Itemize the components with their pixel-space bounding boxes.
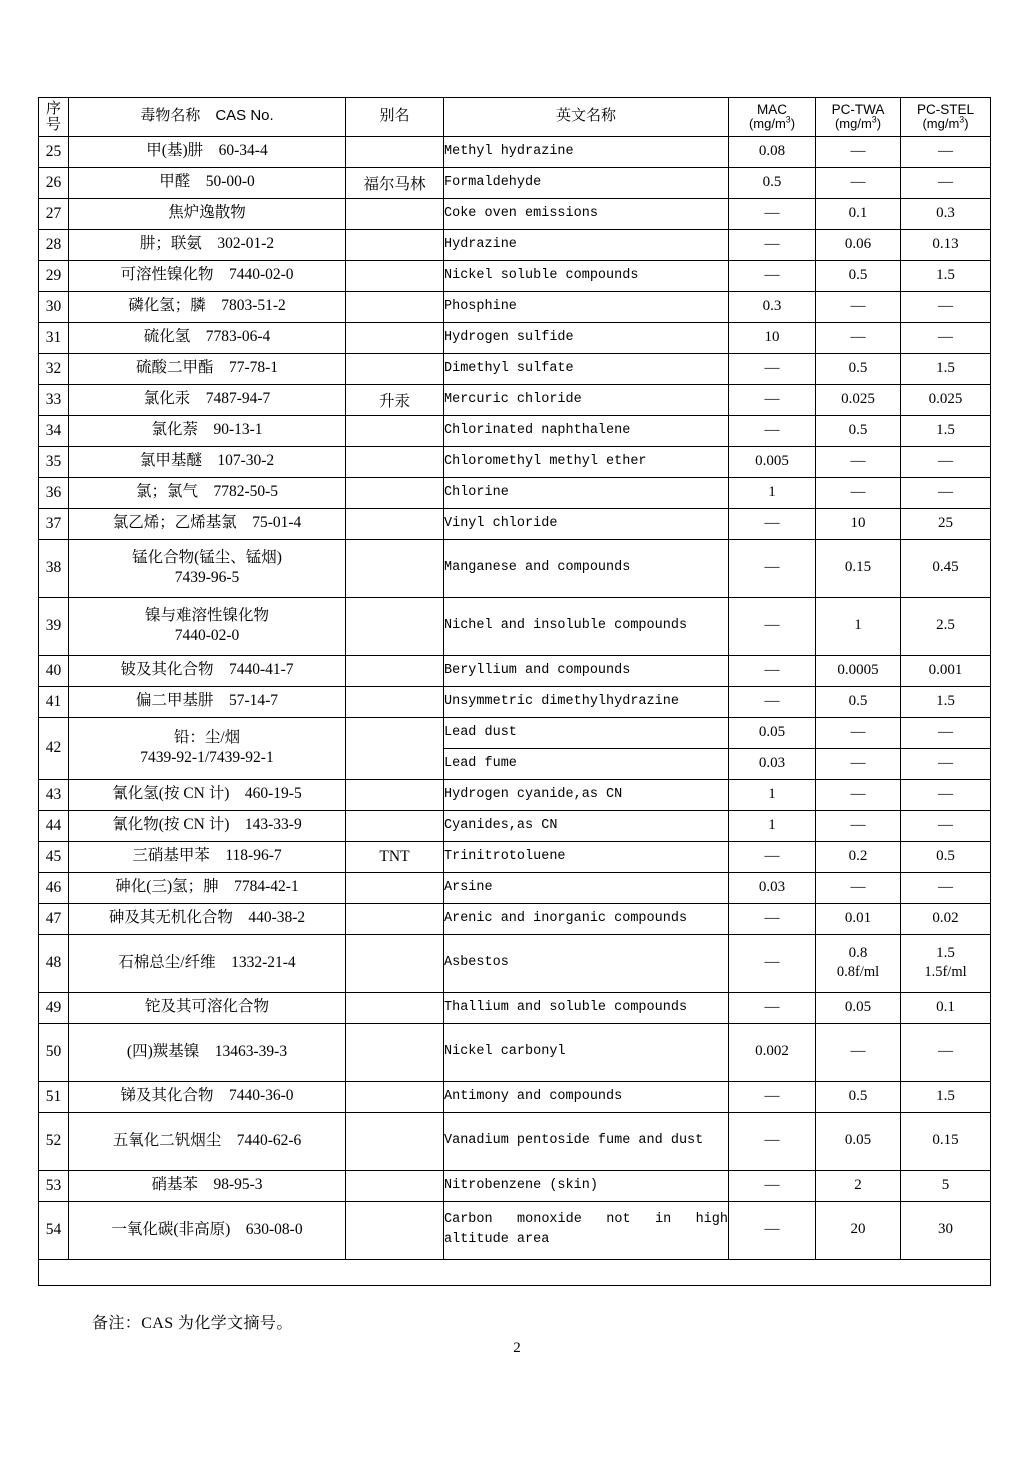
table-header <box>39 98 991 137</box>
row-substance-name: 氯乙烯；乙烯基氯 75-01-4 <box>69 508 346 539</box>
header-serial-line2: 号 <box>45 115 61 133</box>
row-pc-twa-value-line: 0.8f/ml <box>836 964 880 981</box>
table-row <box>39 1081 991 1112</box>
row-pc-twa-value: — <box>816 810 901 841</box>
row-alias <box>346 686 444 717</box>
row-substance-name: 三硝基甲苯 118-96-7 <box>69 841 346 872</box>
header-english-name: 英文名称 <box>444 98 729 137</box>
row-pc-twa-value: 0.06 <box>816 229 901 260</box>
row-serial-number: 43 <box>39 779 69 810</box>
row-mac-value: 0.08 <box>729 136 816 167</box>
header-pc-stel <box>901 98 991 137</box>
page-number: 2 <box>513 1340 521 1356</box>
row-alias <box>346 136 444 167</box>
toxic-substances-table-wrapper <box>38 97 990 1286</box>
row-alias <box>346 1081 444 1112</box>
row-alias <box>346 415 444 446</box>
row-english-name: Lead fume <box>444 748 729 779</box>
row-pc-stel-value: 1.5 <box>901 415 991 446</box>
row-pc-twa-value: 0.5 <box>816 415 901 446</box>
row-mac-value: — <box>729 1201 816 1259</box>
row-serial-number: 51 <box>39 1081 69 1112</box>
row-pc-stel-value: 0.02 <box>901 903 991 934</box>
row-mac-value: 0.05 <box>729 717 816 748</box>
row-serial-number: 34 <box>39 415 69 446</box>
row-pc-twa-value: — <box>816 322 901 353</box>
row-alias <box>346 539 444 597</box>
row-serial-number: 38 <box>39 539 69 597</box>
row-alias <box>346 717 444 779</box>
row-english-name: Manganese and compounds <box>444 539 729 597</box>
row-substance-name: 镍与难溶性镍化物 7440-02-0 <box>69 597 346 655</box>
header-pc-stel-label: PC-STEL <box>916 101 974 117</box>
row-serial-number: 37 <box>39 508 69 539</box>
row-pc-twa-value: — <box>816 136 901 167</box>
row-substance-name: 氰化物(按 CN 计) 143-33-9 <box>69 810 346 841</box>
row-mac-value: — <box>729 992 816 1023</box>
table-row <box>39 903 991 934</box>
row-mac-value: 1 <box>729 477 816 508</box>
header-mac-unit: $(mg/m^3)$ <box>748 114 796 132</box>
row-pc-stel-value: — <box>901 779 991 810</box>
row-pc-stel-value: 0.45 <box>901 539 991 597</box>
table-row <box>39 1170 991 1201</box>
row-alias: 升汞 <box>346 384 444 415</box>
row-pc-stel-value: — <box>901 322 991 353</box>
row-substance-name: 五氧化二钒烟尘 7440-62-6 <box>69 1112 346 1170</box>
row-substance-name: (四)羰基镍 13463-39-3 <box>69 1023 346 1081</box>
row-english-name: Vanadium pentoside fume and dust <box>444 1112 729 1170</box>
table-row <box>39 384 991 415</box>
table-trailing-empty-row <box>39 1259 991 1285</box>
row-pc-stel-value: — <box>901 810 991 841</box>
row-serial-number: 26 <box>39 167 69 198</box>
row-substance-name: 偏二甲基肼 57-14-7 <box>69 686 346 717</box>
row-serial-number: 30 <box>39 291 69 322</box>
row-alias <box>346 810 444 841</box>
row-alias <box>346 992 444 1023</box>
row-pc-twa-value: 0.025 <box>816 384 901 415</box>
row-substance-name: 一氧化碳(非高原) 630-08-0 <box>69 1201 346 1259</box>
row-pc-twa-value: — <box>816 872 901 903</box>
header-pc-twa-unit: $(mg/m^3)$ <box>834 114 882 132</box>
row-substance-name: 氯；氯气 7782-50-5 <box>69 477 346 508</box>
row-substance-name: 硝基苯 98-95-3 <box>69 1170 346 1201</box>
table-row <box>39 229 991 260</box>
row-pc-stel-value <box>901 934 991 992</box>
row-english-name: Chlorinated naphthalene <box>444 415 729 446</box>
header-pc-stel-unit: $(mg/m^3)$ <box>922 114 969 132</box>
row-serial-number: 42 <box>39 717 69 779</box>
row-mac-value: — <box>729 508 816 539</box>
row-pc-twa-value: 10 <box>816 508 901 539</box>
row-alias: 福尔马林 <box>346 167 444 198</box>
row-english-name: Nitrobenzene (skin) <box>444 1170 729 1201</box>
row-pc-twa-value-line: 0.8 <box>848 944 868 961</box>
table-row <box>39 597 991 655</box>
table-row <box>39 686 991 717</box>
row-substance-name: 锰化合物(锰尘、锰烟) 7439-96-5 <box>69 539 346 597</box>
table-row <box>39 477 991 508</box>
row-serial-number: 47 <box>39 903 69 934</box>
row-english-name: Carbon monoxide not in high altitude area <box>444 1201 729 1259</box>
row-substance-name: 氰化氢(按 CN 计) 460-19-5 <box>69 779 346 810</box>
table-note: 备注：CAS 为化学文摘号。 <box>92 1315 293 1332</box>
table-row <box>39 1112 991 1170</box>
row-pc-twa-value: — <box>816 477 901 508</box>
header-pc-twa <box>816 98 901 137</box>
header-row <box>39 98 991 137</box>
header-serial-number <box>39 98 69 137</box>
row-mac-value: — <box>729 198 816 229</box>
row-pc-stel-value: — <box>901 872 991 903</box>
row-substance-name: 甲醛 50-00-0 <box>69 167 346 198</box>
row-mac-value: — <box>729 903 816 934</box>
row-mac-value: — <box>729 1112 816 1170</box>
row-serial-number: 27 <box>39 198 69 229</box>
row-pc-stel-value: 0.15 <box>901 1112 991 1170</box>
row-alias <box>346 1023 444 1081</box>
row-english-name: Hydrogen sulfide <box>444 322 729 353</box>
table-row <box>39 779 991 810</box>
row-alias <box>346 198 444 229</box>
row-substance-name: 焦炉逸散物 <box>69 198 346 229</box>
row-substance-name: 铅：尘/烟 7439-92-1/7439-92-1 <box>69 717 346 779</box>
row-pc-twa-value: 0.01 <box>816 903 901 934</box>
row-english-name: Hydrazine <box>444 229 729 260</box>
row-pc-stel-value: 0.5 <box>901 841 991 872</box>
row-pc-twa-value: 0.2 <box>816 841 901 872</box>
row-serial-number: 25 <box>39 136 69 167</box>
row-pc-stel-value: 1.5 <box>901 686 991 717</box>
row-english-name: Vinyl chloride <box>444 508 729 539</box>
row-alias <box>346 477 444 508</box>
row-pc-twa-value: 2 <box>816 1170 901 1201</box>
row-substance-name: 锑及其化合物 7440-36-0 <box>69 1081 346 1112</box>
row-english-name: Dimethyl sulfate <box>444 353 729 384</box>
row-pc-stel-value: — <box>901 1023 991 1081</box>
row-mac-value: 0.002 <box>729 1023 816 1081</box>
table-row <box>39 992 991 1023</box>
table-row <box>39 810 991 841</box>
row-serial-number: 54 <box>39 1201 69 1259</box>
row-pc-twa-value: 0.5 <box>816 353 901 384</box>
row-serial-number: 50 <box>39 1023 69 1081</box>
row-alias <box>346 903 444 934</box>
row-english-name: Nickel carbonyl <box>444 1023 729 1081</box>
row-serial-number: 41 <box>39 686 69 717</box>
row-english-name: Phosphine <box>444 291 729 322</box>
row-serial-number: 53 <box>39 1170 69 1201</box>
row-mac-value: — <box>729 841 816 872</box>
row-pc-stel-value: — <box>901 717 991 748</box>
row-pc-stel-value: 0.001 <box>901 655 991 686</box>
row-substance-name: 铊及其可溶化合物 <box>69 992 346 1023</box>
row-mac-value: — <box>729 934 816 992</box>
row-pc-stel-value-line: 1.5f/ml <box>924 964 967 981</box>
row-pc-stel-value: 0.3 <box>901 198 991 229</box>
table-row <box>39 446 991 477</box>
row-english-name: Methyl hydrazine <box>444 136 729 167</box>
empty-cell <box>39 1259 991 1285</box>
row-serial-number: 39 <box>39 597 69 655</box>
row-pc-twa-value: — <box>816 446 901 477</box>
row-mac-value: — <box>729 1170 816 1201</box>
row-mac-value: 1 <box>729 810 816 841</box>
row-pc-twa-value: 0.1 <box>816 198 901 229</box>
row-substance-name: 砷及其无机化合物 440-38-2 <box>69 903 346 934</box>
row-english-name: Nichel and insoluble compounds <box>444 597 729 655</box>
row-mac-value: — <box>729 686 816 717</box>
row-alias <box>346 779 444 810</box>
row-pc-stel-value: 30 <box>901 1201 991 1259</box>
toxic-substances-table <box>38 97 991 1286</box>
table-row <box>39 291 991 322</box>
table-row <box>39 934 991 992</box>
row-mac-value: 10 <box>729 322 816 353</box>
row-mac-value: 0.03 <box>729 872 816 903</box>
row-pc-twa-value: — <box>816 167 901 198</box>
row-mac-value: — <box>729 260 816 291</box>
row-english-name: Trinitrotoluene <box>444 841 729 872</box>
row-substance-name: 磷化氢；膦 7803-51-2 <box>69 291 346 322</box>
row-pc-stel-value: — <box>901 167 991 198</box>
row-serial-number: 44 <box>39 810 69 841</box>
row-pc-stel-value: 5 <box>901 1170 991 1201</box>
row-english-name: Thallium and soluble compounds <box>444 992 729 1023</box>
row-mac-value: — <box>729 353 816 384</box>
table-row <box>39 508 991 539</box>
row-substance-name: 氯甲基醚 107-30-2 <box>69 446 346 477</box>
row-pc-twa-value: — <box>816 779 901 810</box>
row-substance-name: 氯化萘 90-13-1 <box>69 415 346 446</box>
row-pc-twa-value: — <box>816 1023 901 1081</box>
row-pc-twa-value: 0.05 <box>816 992 901 1023</box>
table-row <box>39 872 991 903</box>
row-english-name: Arenic and inorganic compounds <box>444 903 729 934</box>
row-alias <box>346 229 444 260</box>
row-english-name: Chlorine <box>444 477 729 508</box>
row-pc-twa-value: 0.0005 <box>816 655 901 686</box>
row-pc-stel-value: 1.5 <box>901 260 991 291</box>
row-alias <box>346 508 444 539</box>
row-pc-twa-value: 0.5 <box>816 260 901 291</box>
row-serial-number: 46 <box>39 872 69 903</box>
row-alias: TNT <box>346 841 444 872</box>
table-row <box>39 167 991 198</box>
table-row <box>39 841 991 872</box>
row-alias <box>346 655 444 686</box>
row-serial-number: 35 <box>39 446 69 477</box>
row-alias <box>346 291 444 322</box>
row-pc-twa-value: 1 <box>816 597 901 655</box>
row-serial-number: 29 <box>39 260 69 291</box>
row-substance-name: 砷化(三)氢；胂 7784-42-1 <box>69 872 346 903</box>
row-pc-twa-value: 0.05 <box>816 1112 901 1170</box>
row-pc-stel-value: 2.5 <box>901 597 991 655</box>
row-pc-stel-value: 0.025 <box>901 384 991 415</box>
row-pc-twa-value: 0.5 <box>816 1081 901 1112</box>
row-pc-twa-value: — <box>816 291 901 322</box>
row-alias <box>346 353 444 384</box>
header-substance-name: 毒物名称 CAS No. <box>69 98 346 137</box>
row-mac-value: — <box>729 229 816 260</box>
row-english-name: Nickel soluble compounds <box>444 260 729 291</box>
row-pc-stel-value-line: 1.5 <box>936 944 955 961</box>
row-mac-value: — <box>729 415 816 446</box>
row-mac-value: — <box>729 539 816 597</box>
row-pc-stel-value: — <box>901 291 991 322</box>
table-row <box>39 717 991 748</box>
row-alias <box>346 322 444 353</box>
row-alias <box>346 446 444 477</box>
row-english-name: Unsymmetric dimethylhydrazine <box>444 686 729 717</box>
table-body <box>39 136 991 1285</box>
row-english-name: Cyanides,as CN <box>444 810 729 841</box>
row-mac-value: — <box>729 384 816 415</box>
row-substance-name: 氯化汞 7487-94-7 <box>69 384 346 415</box>
row-pc-stel-value: 0.1 <box>901 992 991 1023</box>
row-pc-stel-value: — <box>901 748 991 779</box>
row-english-name: Coke oven emissions <box>444 198 729 229</box>
row-serial-number: 31 <box>39 322 69 353</box>
row-pc-twa-value: 20 <box>816 1201 901 1259</box>
row-substance-name: 铍及其化合物 7440-41-7 <box>69 655 346 686</box>
row-serial-number: 33 <box>39 384 69 415</box>
table-row <box>39 198 991 229</box>
row-pc-twa-value: — <box>816 717 901 748</box>
row-english-name: Asbestos <box>444 934 729 992</box>
row-serial-number: 32 <box>39 353 69 384</box>
row-mac-value: 1 <box>729 779 816 810</box>
row-mac-value: — <box>729 597 816 655</box>
row-pc-twa-value <box>816 934 901 992</box>
row-english-name: Hydrogen cyanide,as CN <box>444 779 729 810</box>
table-row <box>39 322 991 353</box>
row-substance-name: 硫化氢 7783-06-4 <box>69 322 346 353</box>
row-pc-stel-value: — <box>901 446 991 477</box>
row-serial-number: 40 <box>39 655 69 686</box>
row-substance-name: 肼；联氨 302-01-2 <box>69 229 346 260</box>
row-english-name: Antimony and compounds <box>444 1081 729 1112</box>
row-pc-stel-value: 1.5 <box>901 353 991 384</box>
row-english-name: Mercuric chloride <box>444 384 729 415</box>
row-mac-value: 0.005 <box>729 446 816 477</box>
row-pc-twa-value: 0.15 <box>816 539 901 597</box>
row-substance-name: 石棉总尘/纤维 1332-21-4 <box>69 934 346 992</box>
header-alias: 别名 <box>346 98 444 137</box>
header-mac <box>729 98 816 137</box>
row-mac-value: 0.03 <box>729 748 816 779</box>
row-serial-number: 28 <box>39 229 69 260</box>
row-pc-stel-value: — <box>901 477 991 508</box>
row-alias <box>346 934 444 992</box>
header-pc-twa-label: PC-TWA <box>831 101 885 117</box>
row-mac-value: — <box>729 1081 816 1112</box>
table-row <box>39 415 991 446</box>
row-mac-value: 0.5 <box>729 167 816 198</box>
table-row <box>39 136 991 167</box>
row-pc-stel-value: 25 <box>901 508 991 539</box>
row-pc-stel-value: — <box>901 136 991 167</box>
row-pc-twa-value: 0.5 <box>816 686 901 717</box>
table-row <box>39 655 991 686</box>
row-alias <box>346 1170 444 1201</box>
table-row <box>39 353 991 384</box>
row-serial-number: 36 <box>39 477 69 508</box>
row-alias <box>346 597 444 655</box>
row-serial-number: 49 <box>39 992 69 1023</box>
row-substance-name: 硫酸二甲酯 77-78-1 <box>69 353 346 384</box>
table-row <box>39 1023 991 1081</box>
row-mac-value: 0.3 <box>729 291 816 322</box>
row-alias <box>346 260 444 291</box>
row-substance-name: 可溶性镍化物 7440-02-0 <box>69 260 346 291</box>
header-mac-label: MAC <box>757 101 787 117</box>
row-pc-stel-value: 0.13 <box>901 229 991 260</box>
row-alias <box>346 1201 444 1259</box>
row-substance-name: 甲(基)肼 60-34-4 <box>69 136 346 167</box>
header-serial-line1: 序 <box>45 100 61 117</box>
row-pc-twa-value: — <box>816 748 901 779</box>
table-row <box>39 260 991 291</box>
row-english-name: Lead dust <box>444 717 729 748</box>
table-row <box>39 1201 991 1259</box>
row-serial-number: 52 <box>39 1112 69 1170</box>
table-row <box>39 539 991 597</box>
row-serial-number: 48 <box>39 934 69 992</box>
row-english-name: Formaldehyde <box>444 167 729 198</box>
row-pc-stel-value: 1.5 <box>901 1081 991 1112</box>
row-alias <box>346 1112 444 1170</box>
row-english-name: Arsine <box>444 872 729 903</box>
row-english-name: Beryllium and compounds <box>444 655 729 686</box>
row-serial-number: 45 <box>39 841 69 872</box>
row-alias <box>346 872 444 903</box>
row-mac-value: — <box>729 655 816 686</box>
row-english-name: Chloromethyl methyl ether <box>444 446 729 477</box>
